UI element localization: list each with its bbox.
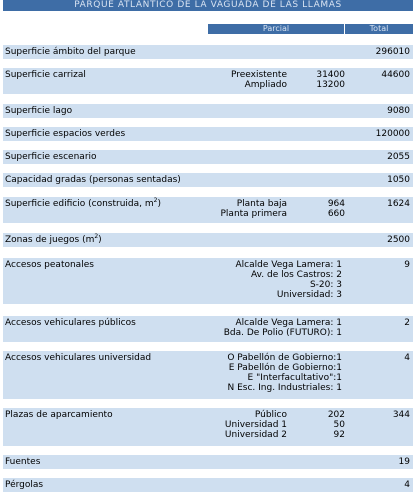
table-row-pergolas <box>3 478 413 492</box>
row-sublabels <box>231 70 287 90</box>
row-total: 2500 <box>387 235 410 245</box>
row-sublabels <box>224 318 342 338</box>
table-row-accesos-vehiculares-universidad <box>3 351 413 399</box>
row-label: Superficie carrizal <box>5 70 86 80</box>
row-total: 1624 <box>387 199 410 209</box>
partial-value: 964 <box>327 199 345 209</box>
row-label: Superficie ámbito del parque <box>5 47 136 57</box>
row-total: 9080 <box>387 106 410 116</box>
row-label: Plazas de aparcamiento <box>5 410 113 420</box>
partial-value: 92 <box>333 430 345 440</box>
sublabel: Planta primera <box>220 209 287 219</box>
partial-value: 50 <box>333 420 345 430</box>
row-total: 1050 <box>387 175 410 185</box>
sublabel: Bda. De Polio (FUTURO): 1 <box>223 328 342 338</box>
sublabel: Ampliado <box>244 80 287 90</box>
sublabel: Alcalde Vega Lamera: 1 <box>235 318 342 328</box>
row-label: Accesos peatonales <box>5 260 94 270</box>
row-sublabels <box>227 353 342 393</box>
table-row-capacidad-gradas <box>3 173 413 187</box>
row-total: 2 <box>404 318 410 328</box>
table-row-superficie-ambito <box>3 45 413 59</box>
sublabel: E "Interfacultativo":1 <box>247 373 342 383</box>
row-label: Superficie escenario <box>5 152 97 162</box>
row-label: Accesos vehiculares públicos <box>5 318 136 328</box>
row-label: Accesos vehiculares universidad <box>5 353 152 363</box>
header-total: Total <box>345 24 413 34</box>
header-parcial: Parcial <box>208 24 344 34</box>
sublabel: Preexistente <box>230 70 287 80</box>
row-label: Zonas de juegos $(m^2)$ <box>5 233 102 245</box>
table-row-plazas-aparcamiento <box>3 408 413 446</box>
partial-value: 202 <box>327 410 345 420</box>
row-total: 2055 <box>387 152 410 162</box>
row-total: 120000 <box>375 129 410 139</box>
table-row-fuentes <box>3 455 413 469</box>
row-label: Superficie espacios verdes <box>5 129 126 139</box>
table-row-superficie-edificio <box>3 197 413 223</box>
sublabel: Universidad 2 <box>224 430 287 440</box>
row-sublabels <box>225 410 287 440</box>
table-row-zonas-juegos <box>3 233 413 247</box>
row-partial-values <box>283 410 345 440</box>
table-row-escenario <box>3 150 413 164</box>
row-total: 9 <box>404 260 410 270</box>
row-total: 344 <box>392 410 410 420</box>
row-partial-values <box>283 199 345 219</box>
sublabel: Av. de los Castros: 2 <box>251 270 342 280</box>
sublabel: Público <box>254 410 287 420</box>
table-row-accesos-peatonales <box>3 258 413 304</box>
row-total: 44600 <box>381 70 410 80</box>
row-total: 19 <box>398 457 410 467</box>
sublabel: Universidad 1 <box>224 420 287 430</box>
table-row-espacios-verdes <box>3 127 413 141</box>
table-title: PARQUE ATLÁNTICO DE LA VAGUADA DE LAS LLAMAS <box>3 0 413 11</box>
row-total: 4 <box>404 480 410 490</box>
sublabel: Planta baja <box>236 199 287 209</box>
table-row-superficie-lago <box>3 104 413 118</box>
row-label: Capacidad gradas (personas sentadas) <box>5 175 181 185</box>
table-row-accesos-vehiculares-publicos <box>3 316 413 342</box>
sublabel: S-20: 3 <box>309 280 342 290</box>
partial-value: 13200 <box>316 80 345 90</box>
partial-value: 31400 <box>316 70 345 80</box>
row-partial-values <box>283 70 345 90</box>
sublabel: N Esc. Ing. Industriales: 1 <box>227 383 342 393</box>
row-sublabels <box>236 260 342 300</box>
row-label: Pérgolas <box>5 480 44 490</box>
table-row-superficie-carrizal <box>3 68 413 94</box>
sublabel: E Pabellón de Gobierno:1 <box>228 363 342 373</box>
row-total: 296010 <box>375 47 410 57</box>
row-label: Superficie lago <box>5 106 73 116</box>
sublabel: O Pabellón de Gobierno:1 <box>227 353 342 363</box>
row-total: 4 <box>404 353 410 363</box>
sublabel: Universidad: 3 <box>276 290 342 300</box>
row-sublabels <box>221 199 288 219</box>
partial-value: 660 <box>327 209 345 219</box>
row-label: Fuentes <box>5 457 41 467</box>
row-label: Superficie edificio (construida, $m^2$) <box>5 197 161 209</box>
sublabel: Alcalde Vega Lamera: 1 <box>235 260 342 270</box>
